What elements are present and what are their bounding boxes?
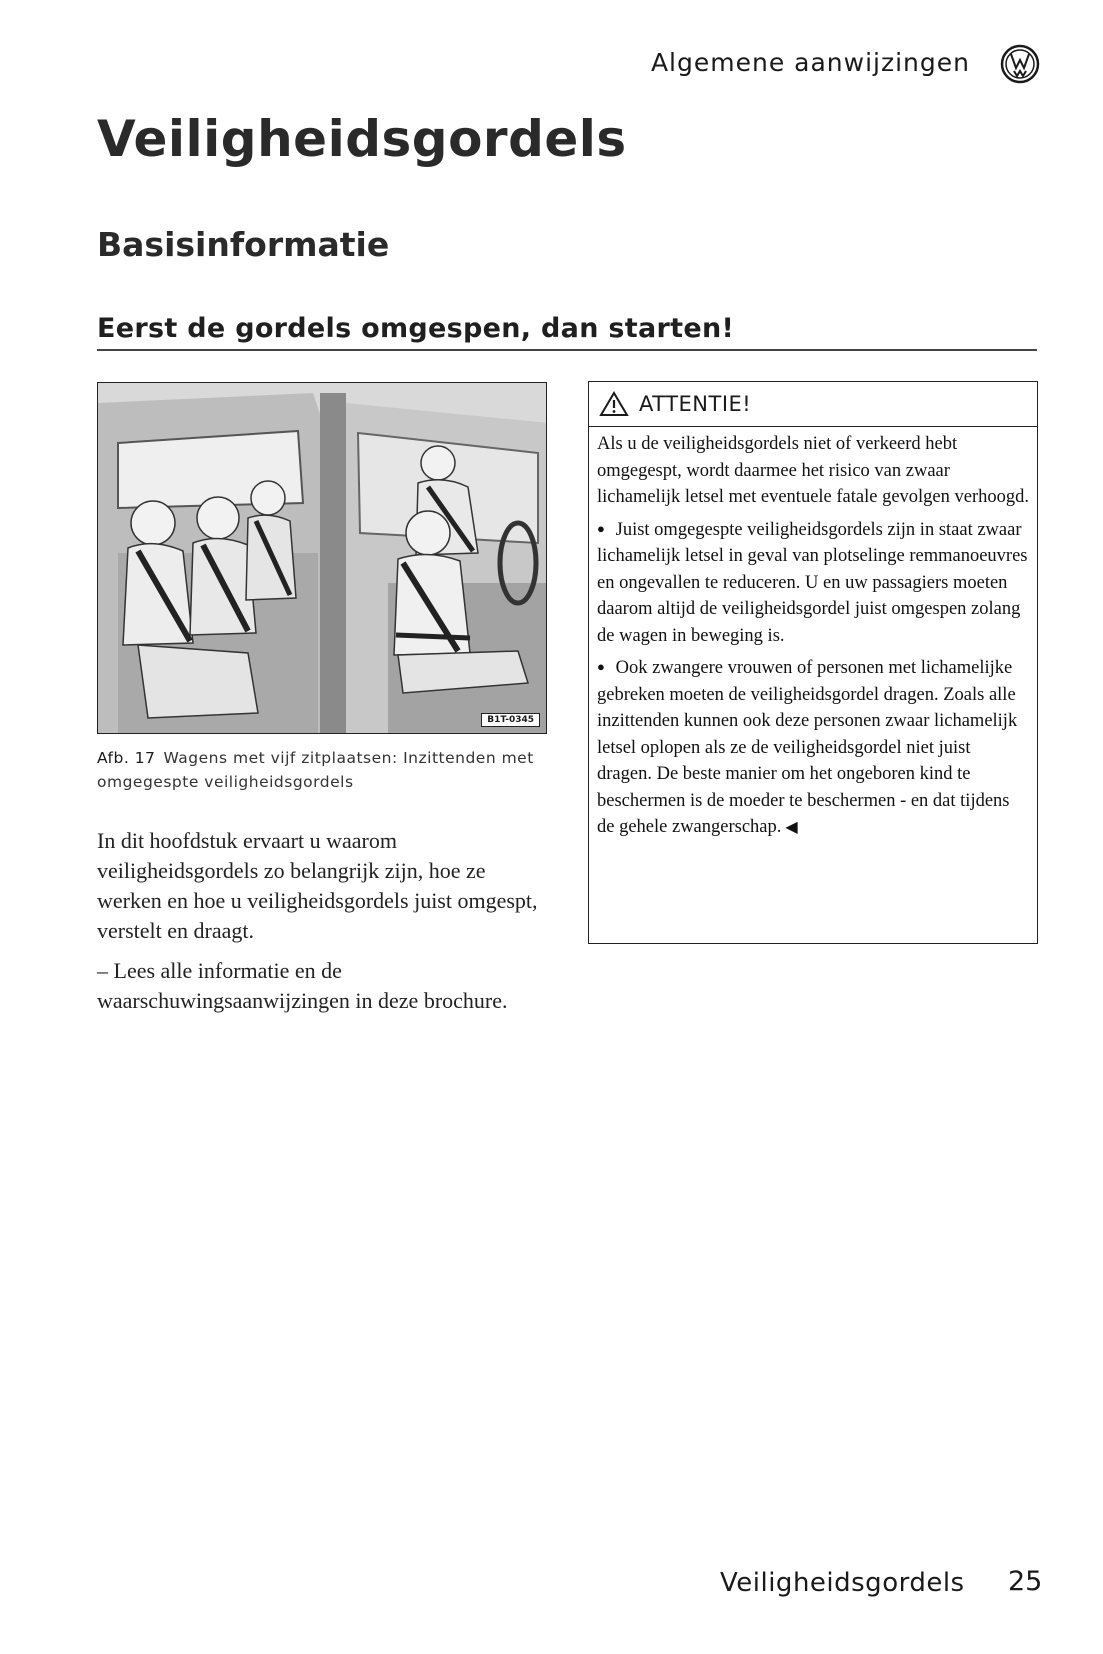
intro-paragraph: In dit hoofdstuk ervaart u waarom veiligheidsgordels zo belangrijk zijn, hoe ze werken en hoe u veiligheidsgordels juist omgespt, verstelt en draagt. bbox=[97, 828, 538, 943]
subsection-rule bbox=[97, 349, 1037, 351]
bullet-icon bbox=[597, 517, 611, 531]
figure-car-occupants bbox=[97, 382, 547, 734]
vw-logo-icon bbox=[1000, 44, 1040, 84]
chapter-title: Veiligheidsgordels bbox=[97, 110, 627, 168]
bullet-icon bbox=[597, 655, 611, 669]
warning-box bbox=[588, 381, 1038, 944]
running-header: Algemene aanwijzingen bbox=[650, 48, 970, 77]
warning-triangle-icon bbox=[599, 391, 629, 417]
instruction-list-item: – Lees alle informatie en de waarschuwingsaanwijzingen in deze brochure. bbox=[97, 958, 508, 1013]
running-footer: Veiligheidsgordels bbox=[720, 1568, 965, 1598]
page-number: 25 bbox=[1008, 1566, 1043, 1597]
warning-bullet-text: Juist omgegespte veiligheidsgordels zijn in staat zwaar lichamelijk letsel in geval van plotselinge remmanoeuvres en ongevallen te reduceren. U en uw passagiers moeten daarom altijd de veiligheidsgordel juist omgespen zolang de wagen in beweging is. bbox=[597, 519, 1028, 646]
car-interior-illustration bbox=[98, 383, 547, 734]
warning-bullet-text: Ook zwangere vrouwen of personen met lichamelijke gebreken moeten de veiligheidsgordel dragen. Zoals alle inzittenden kunnen ook deze personen zwaar lichamelijk letsel oplopen als ze de veiligheidsgordel niet juist dragen. De beste manier om het ongeboren kind te beschermen is de moeder te beschermen - en dat tijdens de gehele zwangerschap. bbox=[597, 658, 1018, 837]
end-of-section-marker: ◀ bbox=[785, 819, 798, 836]
warning-bullet bbox=[597, 517, 1029, 650]
figure-caption bbox=[97, 746, 557, 794]
warning-intro: Als u de veiligheidsgordels niet of verkeerd hebt omgegespt, wordt daarmee het risico van zwaar lichamelijk letsel met eventuele fatale gevolgen verhoogd. bbox=[597, 434, 1030, 507]
section-title: Basisinformatie bbox=[97, 225, 390, 264]
figure-code: B1T-0345 bbox=[481, 713, 540, 727]
warning-bullet bbox=[597, 655, 1029, 842]
subsection-title: Eerst de gordels omgespen, dan starten! bbox=[97, 313, 735, 344]
figure-caption-label: Afb. 17 bbox=[97, 749, 156, 767]
figure-caption-text: Wagens met vijf zitplaatsen: Inzittenden met omgegespte veiligheidsgordels bbox=[97, 749, 534, 791]
warning-title: ATTENTIE! bbox=[639, 392, 752, 416]
warning-header bbox=[589, 382, 1037, 427]
warning-body bbox=[589, 427, 1037, 842]
